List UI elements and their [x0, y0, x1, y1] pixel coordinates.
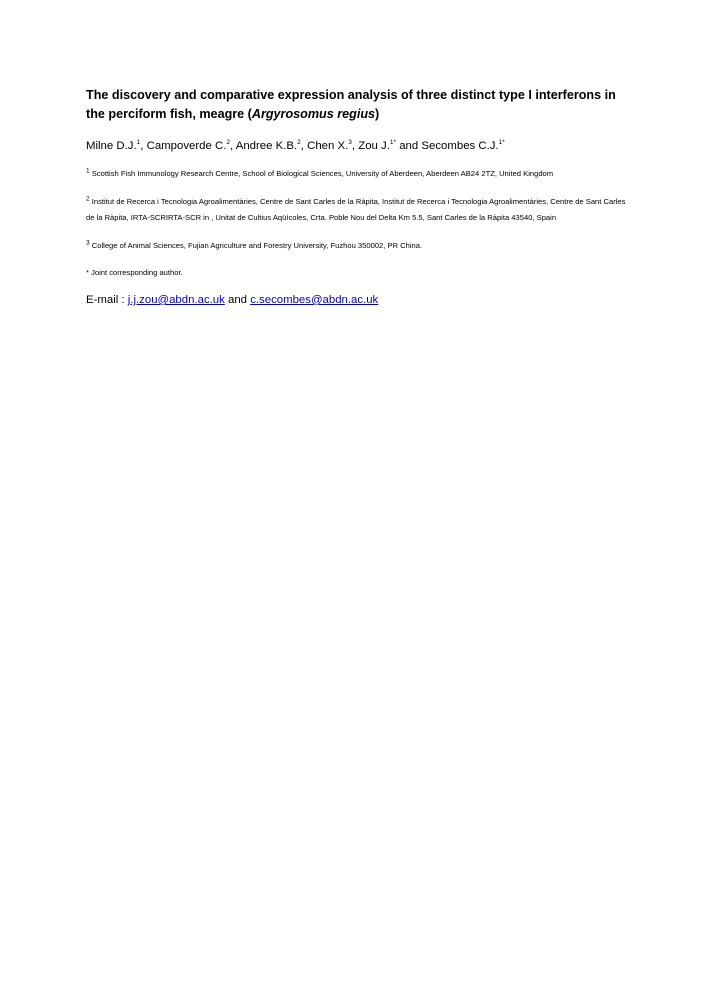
joint-author-note: * Joint corresponding author.: [86, 268, 183, 277]
author: Andree K.B.: [235, 140, 298, 152]
author-affil-mark: 1*: [498, 139, 505, 147]
affiliation-number: 3: [86, 238, 90, 246]
title-text-part1: The discovery and comparative expression analysis of three distinct type I interferons in the perciform fish, meagre (: [86, 88, 616, 121]
affiliation-number: 1: [86, 167, 90, 175]
email-and: and: [224, 294, 251, 306]
author-affil-mark: 2: [226, 139, 231, 147]
author: Campoverde C.: [146, 140, 227, 152]
author-affil-mark: 1: [136, 139, 141, 147]
email-label: E-mail :: [86, 294, 128, 306]
author-separator: ,: [351, 140, 359, 152]
affiliation: [86, 166, 626, 183]
email-link-secombes[interactable]: c.secombes@abdn.ac.uk: [250, 294, 379, 306]
email-line: [86, 292, 626, 308]
author-and: and: [396, 140, 422, 152]
author-separator: ,: [140, 140, 147, 152]
affiliation-text: Scottish Fish Immunology Research Centre, School of Biological Sciences, University of Aberdeen, Aberdeen AB24 2TZ, United Kingdom: [91, 169, 554, 178]
author-separator: ,: [300, 140, 308, 152]
title-species-name: Argyrosomus regius: [251, 107, 376, 121]
author: Secombes C.J.: [421, 140, 499, 152]
affiliation-number: 2: [86, 194, 90, 202]
paper-title: [86, 86, 626, 124]
affiliation-text: Institut de Recerca i Tecnologia Agroalimentàries, Centre de Sant Carles de la Ràpita, Institut de Recerca i Tecnologia Agroalimentàries, Centre de Sant Carles de la Ràpita, IRTA-SCRIRTA-SCR in , Unitat de Cultius Aqüícoles, Crta. Poble Nou del Delta Km 5.5, Sant Carles de la Rápita 43540, Spain: [86, 196, 626, 222]
affiliation-text: College of Animal Sciences, Fujian Agriculture and Forestry University, Fuzhou 350002, PR China.: [91, 240, 423, 250]
author-affil-mark: 2: [297, 139, 301, 147]
author-list: [86, 138, 626, 154]
email-link-zou[interactable]: j.j.zou@abdn.ac.uk: [127, 294, 225, 306]
author-affil-mark: 3: [348, 139, 352, 147]
author: Chen X.: [307, 140, 349, 152]
affiliation: [86, 194, 626, 227]
author-separator: ,: [230, 140, 236, 152]
title-page-content: [86, 86, 626, 308]
author: Milne D.J.: [86, 140, 137, 152]
title-text-part2: ): [375, 107, 380, 121]
affiliation: [86, 238, 626, 255]
author-affil-mark: 1*: [389, 139, 397, 147]
author: Zou J.: [358, 140, 390, 152]
